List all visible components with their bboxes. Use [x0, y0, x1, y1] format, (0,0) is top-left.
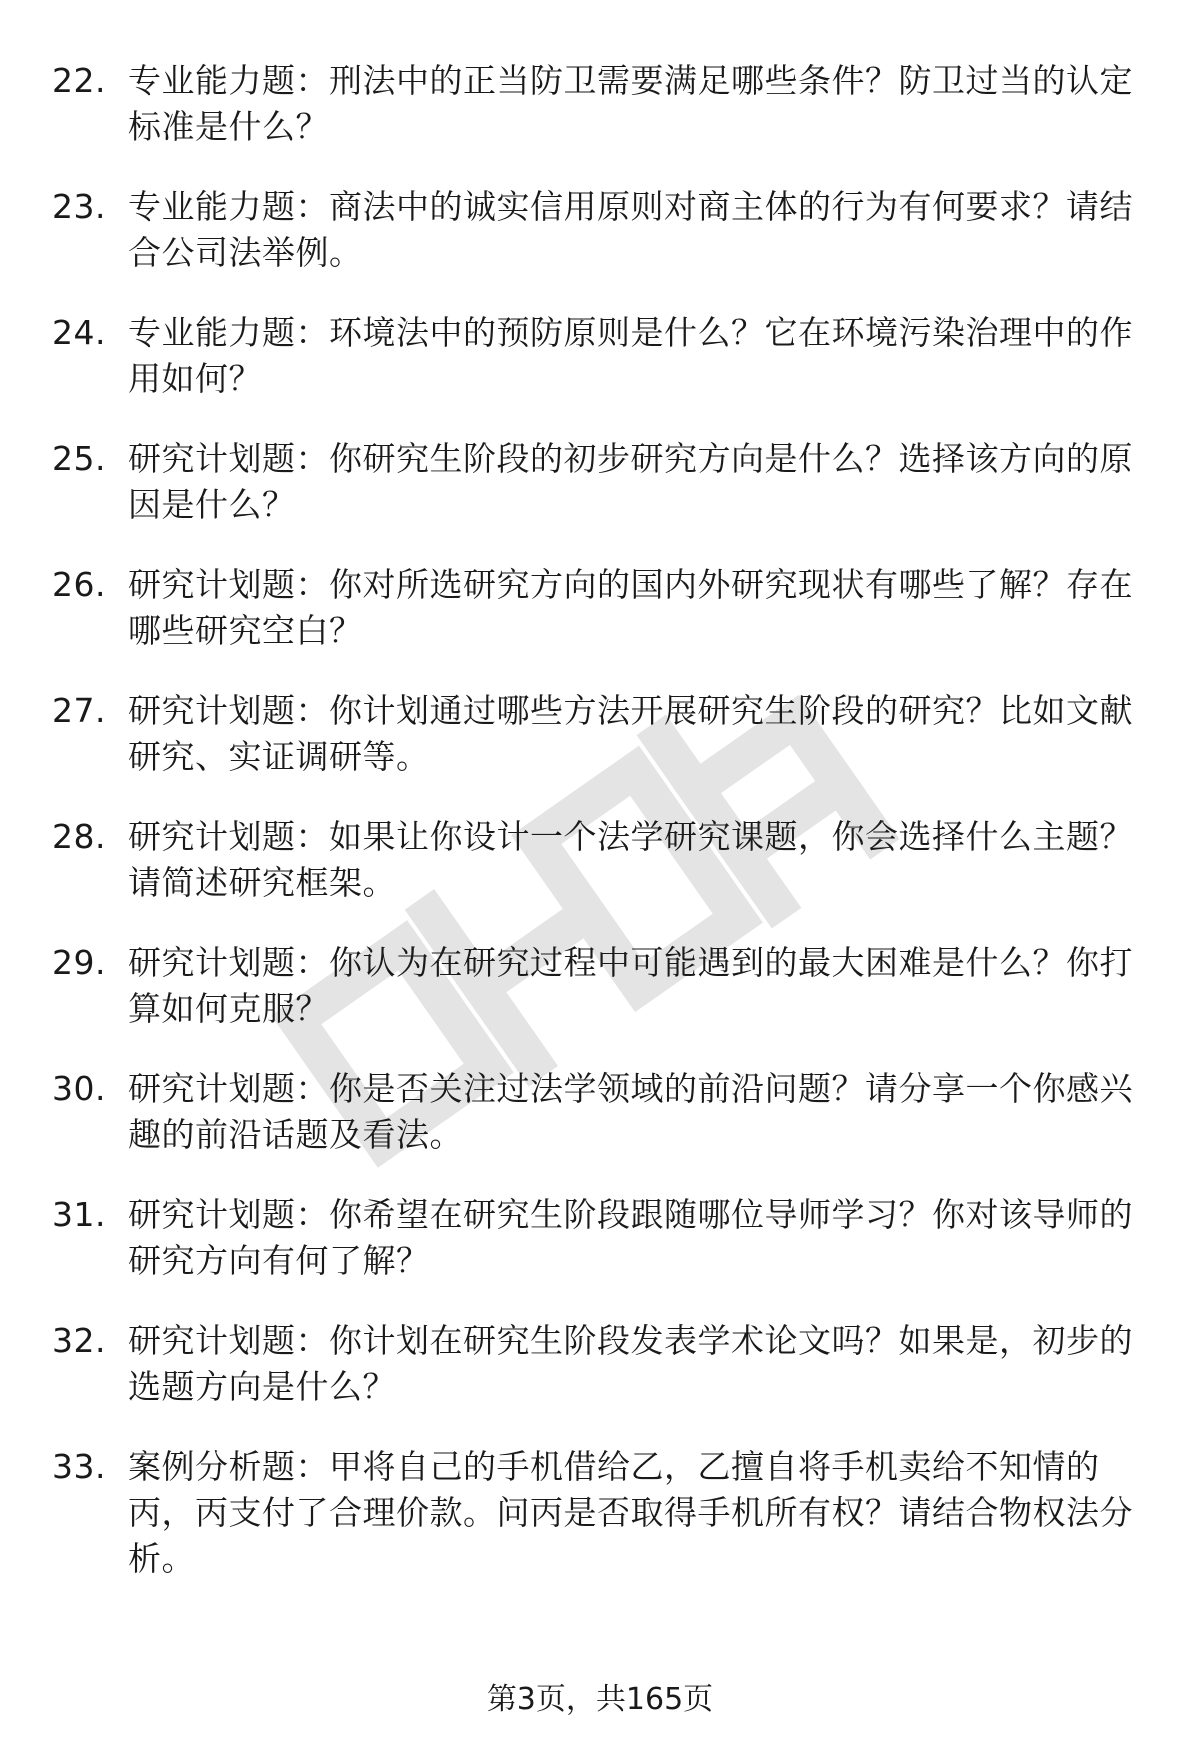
question-item [52, 688, 1152, 780]
question-item [52, 1066, 1152, 1158]
question-item [52, 1444, 1152, 1582]
question-text: 研究计划题：你对所选研究方向的国内外研究现状有哪些了解？存在哪些研究空白？ [128, 565, 1133, 650]
question-list [52, 58, 1152, 1616]
question-number: 31. [52, 1195, 106, 1234]
question-item [52, 58, 1152, 150]
question-number: 24. [52, 313, 106, 352]
question-text: 研究计划题：你计划通过哪些方法开展研究生阶段的研究？比如文献研究、实证调研等。 [128, 691, 1133, 776]
question-number: 25. [52, 439, 106, 478]
question-item [52, 562, 1152, 654]
question-number: 28. [52, 817, 106, 856]
question-text: 专业能力题：刑法中的正当防卫需要满足哪些条件？防卫过当的认定标准是什么？ [128, 61, 1133, 146]
question-item [52, 814, 1152, 906]
question-number: 22. [52, 61, 106, 100]
question-text: 研究计划题：你计划在研究生阶段发表学术论文吗？如果是，初步的选题方向是什么？ [128, 1321, 1133, 1406]
question-item [52, 436, 1152, 528]
question-text: 专业能力题：环境法中的预防原则是什么？它在环境污染治理中的作用如何？ [128, 313, 1133, 398]
question-number: 33. [52, 1447, 106, 1486]
question-text: 研究计划题：你研究生阶段的初步研究方向是什么？选择该方向的原因是什么？ [128, 439, 1133, 524]
question-text: 研究计划题：你希望在研究生阶段跟随哪位导师学习？你对该导师的研究方向有何了解？ [128, 1195, 1133, 1280]
question-number: 30. [52, 1069, 106, 1108]
question-number: 27. [52, 691, 106, 730]
question-text: 研究计划题：你是否关注过法学领域的前沿问题？请分享一个你感兴趣的前沿话题及看法。 [128, 1069, 1133, 1154]
question-number: 29. [52, 943, 106, 982]
question-item [52, 184, 1152, 276]
question-item [52, 1192, 1152, 1284]
question-number: 23. [52, 187, 106, 226]
question-item [52, 940, 1152, 1032]
question-number: 32. [52, 1321, 106, 1360]
question-text: 案例分析题：甲将自己的手机借给乙，乙擅自将手机卖给不知情的丙，丙支付了合理价款。问丙是否取得手机所有权？请结合物权法分析。 [128, 1447, 1133, 1578]
question-text: 研究计划题：你认为在研究过程中可能遇到的最大困难是什么？你打算如何克服？ [128, 943, 1133, 1028]
question-item [52, 1318, 1152, 1410]
page-footer: 第3页，共165页 [486, 1682, 714, 1717]
question-number: 26. [52, 565, 106, 604]
question-text: 研究计划题：如果让你设计一个法学研究课题，你会选择什么主题？请简述研究框架。 [128, 817, 1133, 902]
question-item [52, 310, 1152, 402]
question-text: 专业能力题：商法中的诚实信用原则对商主体的行为有何要求？请结合公司法举例。 [128, 187, 1133, 272]
